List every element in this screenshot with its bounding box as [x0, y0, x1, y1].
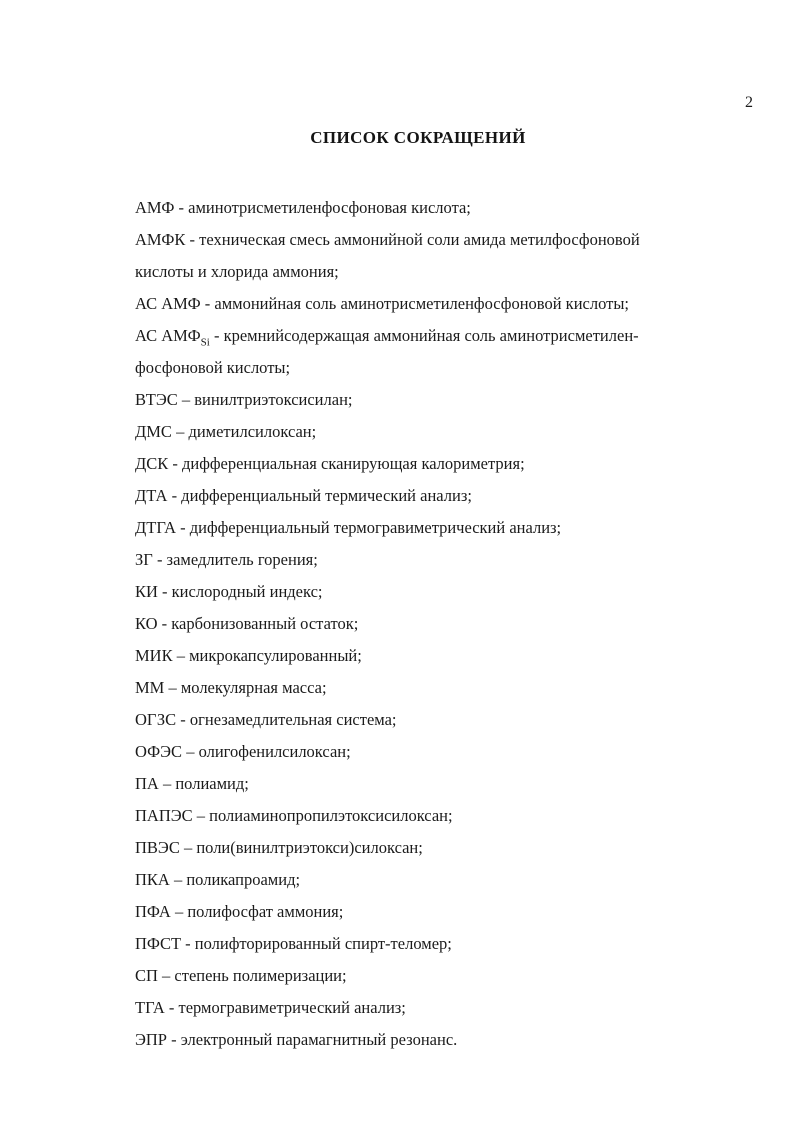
definition: - аминотрисметиленфосфоновая кислота;: [174, 198, 471, 217]
definition: – поли(винилтриэтокси)силоксан;: [179, 838, 423, 857]
abbreviation: КИ: [135, 582, 158, 601]
definition: - техническая смесь аммонийной соли амида метилфосфоновой кислоты и хлорида аммония;: [135, 230, 640, 281]
abbreviation: ДТА: [135, 486, 168, 505]
abbreviation: ДСК: [135, 454, 169, 473]
definition: - кислородный индекс;: [157, 582, 323, 601]
list-item: [135, 864, 701, 896]
list-item: [135, 832, 701, 864]
list-item: [135, 416, 701, 448]
abbreviation: АМФ: [135, 198, 175, 217]
list-item: [135, 736, 701, 768]
list-item: [135, 928, 701, 960]
definition: – степень полимеризации;: [157, 966, 347, 985]
list-item: [135, 512, 701, 544]
definition: – винилтриэтоксисилан;: [177, 390, 353, 409]
definition: - дифференциальный термогравиметрический анализ;: [176, 518, 562, 537]
definition: – олигофенилсилоксан;: [182, 742, 351, 761]
definition: - термогравиметрический анализ;: [164, 998, 406, 1017]
abbreviation: МИК: [135, 646, 173, 665]
definition: - карбонизованный остаток;: [157, 614, 359, 633]
list-item: [135, 640, 701, 672]
definition: - кремнийсодержащая аммонийная соль аминотрисметилен-фосфоновой кислоты;: [135, 326, 639, 377]
abbreviation: ЗГ: [135, 550, 153, 569]
list-item: [135, 480, 701, 512]
abbreviation-subscript: Si: [200, 336, 210, 349]
abbreviation: ВТЭС: [135, 390, 178, 409]
list-item: [135, 800, 701, 832]
definition: - дифференциальная сканирующая калориметрия;: [168, 454, 525, 473]
list-item: [135, 320, 701, 384]
list-item: [135, 896, 701, 928]
page-title: СПИСОК СОКРАЩЕНИЙ: [310, 128, 526, 147]
abbreviation: СП: [135, 966, 158, 985]
abbreviation: КО: [135, 614, 158, 633]
definition: – молекулярная масса;: [164, 678, 327, 697]
definition: – полифосфат аммония;: [170, 902, 344, 921]
abbreviation: ТГА: [135, 998, 165, 1017]
list-item: [135, 288, 701, 320]
abbreviation: ПКА: [135, 870, 170, 889]
abbreviation-list: [135, 192, 701, 1056]
abbreviation: ДТГА: [135, 518, 176, 537]
definition: – микрокапсулированный;: [172, 646, 362, 665]
definition: - аммонийная соль аминотрисметиленфосфоновой кислоты;: [200, 294, 630, 313]
abbreviation: ЭПР: [135, 1030, 167, 1049]
list-item: [135, 768, 701, 800]
abbreviation: ПФА: [135, 902, 171, 921]
list-item: [135, 384, 701, 416]
abbreviation: АС АМФ: [135, 326, 201, 345]
abbreviation: ПВЭС: [135, 838, 180, 857]
definition: - огнезамедлительная система;: [176, 710, 397, 729]
definition: - замедлитель горения;: [152, 550, 318, 569]
list-item: [135, 960, 701, 992]
list-item: [135, 448, 701, 480]
abbreviation: ДМС: [135, 422, 172, 441]
list-item: [135, 704, 701, 736]
page-number: 2: [745, 94, 753, 111]
definition: – полиамид;: [158, 774, 249, 793]
abbreviation: АС АМФ: [135, 294, 201, 313]
abbreviation: ПАПЭС: [135, 806, 193, 825]
abbreviation: АМФК: [135, 230, 186, 249]
abbreviation: ОФЭС: [135, 742, 183, 761]
definition: - дифференциальный термический анализ;: [167, 486, 472, 505]
definition: - электронный парамагнитный резонанс.: [167, 1030, 458, 1049]
abbreviation: ПА: [135, 774, 159, 793]
abbreviation: ОГЗС: [135, 710, 177, 729]
abbreviation: ПФСТ: [135, 934, 182, 953]
list-item: [135, 1024, 701, 1056]
list-item: [135, 672, 701, 704]
definition: – поликапроамид;: [169, 870, 301, 889]
list-item: [135, 544, 701, 576]
list-item: [135, 192, 701, 224]
list-item: [135, 576, 701, 608]
list-item: [135, 224, 701, 288]
list-item: [135, 992, 701, 1024]
list-item: [135, 608, 701, 640]
abbreviation: ММ: [135, 678, 165, 697]
definition: – полиаминопропилэтоксисилоксан;: [192, 806, 453, 825]
definition: - полифторированный спирт-теломер;: [181, 934, 452, 953]
definition: – диметилсилоксан;: [171, 422, 317, 441]
